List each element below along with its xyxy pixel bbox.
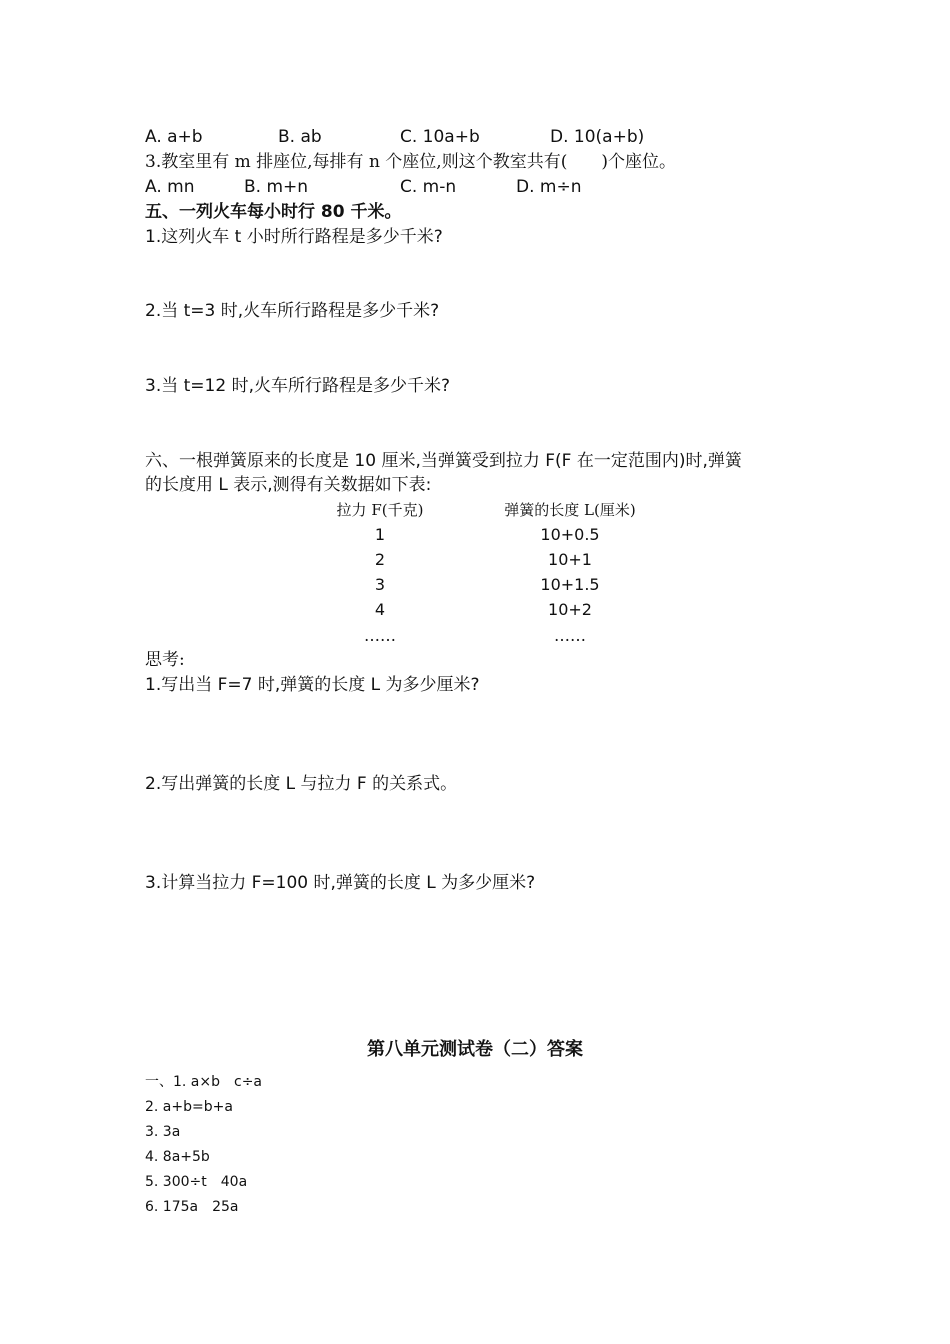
- option-d-row2: D. m÷n: [516, 177, 582, 197]
- answer-item: 一、1. a×b c÷a: [145, 1074, 263, 1090]
- think-label: 思考:: [145, 650, 185, 670]
- answer-item: 5. 300÷t 40a: [145, 1174, 248, 1190]
- table-header-force: 拉力 F(千克): [336, 501, 424, 519]
- table-cell: ……: [364, 626, 396, 645]
- section-5-heading: 五、一列火车每小时行 80 千米。: [145, 202, 402, 222]
- table-cell: 1: [374, 525, 386, 544]
- section-6-question-3: 3.计算当拉力 F=100 时,弹簧的长度 L 为多少厘米?: [145, 873, 536, 893]
- answer-item: 2. a+b=b+a: [145, 1099, 233, 1115]
- table-cell: ……: [554, 626, 586, 645]
- section-5-question-1: 1.这列火车 t 小时所行路程是多少千米?: [145, 227, 443, 247]
- section-5-question-2: 2.当 t=3 时,火车所行路程是多少千米?: [145, 301, 440, 321]
- table-cell: 10+2: [548, 600, 592, 619]
- section-6-question-2: 2.写出弹簧的长度 L 与拉力 F 的关系式。: [145, 774, 458, 794]
- answer-item: 4. 8a+5b: [145, 1149, 210, 1165]
- section-6-question-1: 1.写出当 F=7 时,弹簧的长度 L 为多少厘米?: [145, 675, 480, 695]
- option-b-row2: B. m+n: [244, 177, 309, 197]
- table-cell: 3: [374, 575, 386, 594]
- table-header-length: 弹簧的长度 L(厘米): [504, 501, 636, 519]
- question-3: 3.教室里有 m 排座位,每排有 n 个座位,则这个教室共有( )个座位。: [145, 152, 676, 172]
- option-c-row1: C. 10a+b: [400, 127, 480, 147]
- option-d-row1: D. 10(a+b): [550, 127, 645, 147]
- option-a-row1: A. a+b: [145, 127, 203, 147]
- answer-item: 3. 3a: [145, 1124, 181, 1140]
- table-cell: 10+1.5: [540, 575, 600, 594]
- table-cell: 10+1: [548, 550, 592, 569]
- section-6-intro-line-2: 的长度用 L 表示,测得有关数据如下表:: [145, 475, 432, 495]
- option-a-row2: A. mn: [145, 177, 195, 197]
- section-6-intro-line-1: 六、一根弹簧原来的长度是 10 厘米,当弹簧受到拉力 F(F 在一定范围内)时,弹簧: [145, 451, 742, 471]
- section-5-question-3: 3.当 t=12 时,火车所行路程是多少千米?: [145, 376, 450, 396]
- table-cell: 2: [374, 550, 386, 569]
- option-b-row1: B. ab: [278, 127, 322, 147]
- option-c-row2: C. m-n: [400, 177, 457, 197]
- table-cell: 10+0.5: [540, 525, 600, 544]
- answers-title: 第八单元测试卷（二）答案: [367, 1039, 583, 1060]
- table-cell: 4: [374, 600, 386, 619]
- answer-item: 6. 175a 25a: [145, 1199, 239, 1215]
